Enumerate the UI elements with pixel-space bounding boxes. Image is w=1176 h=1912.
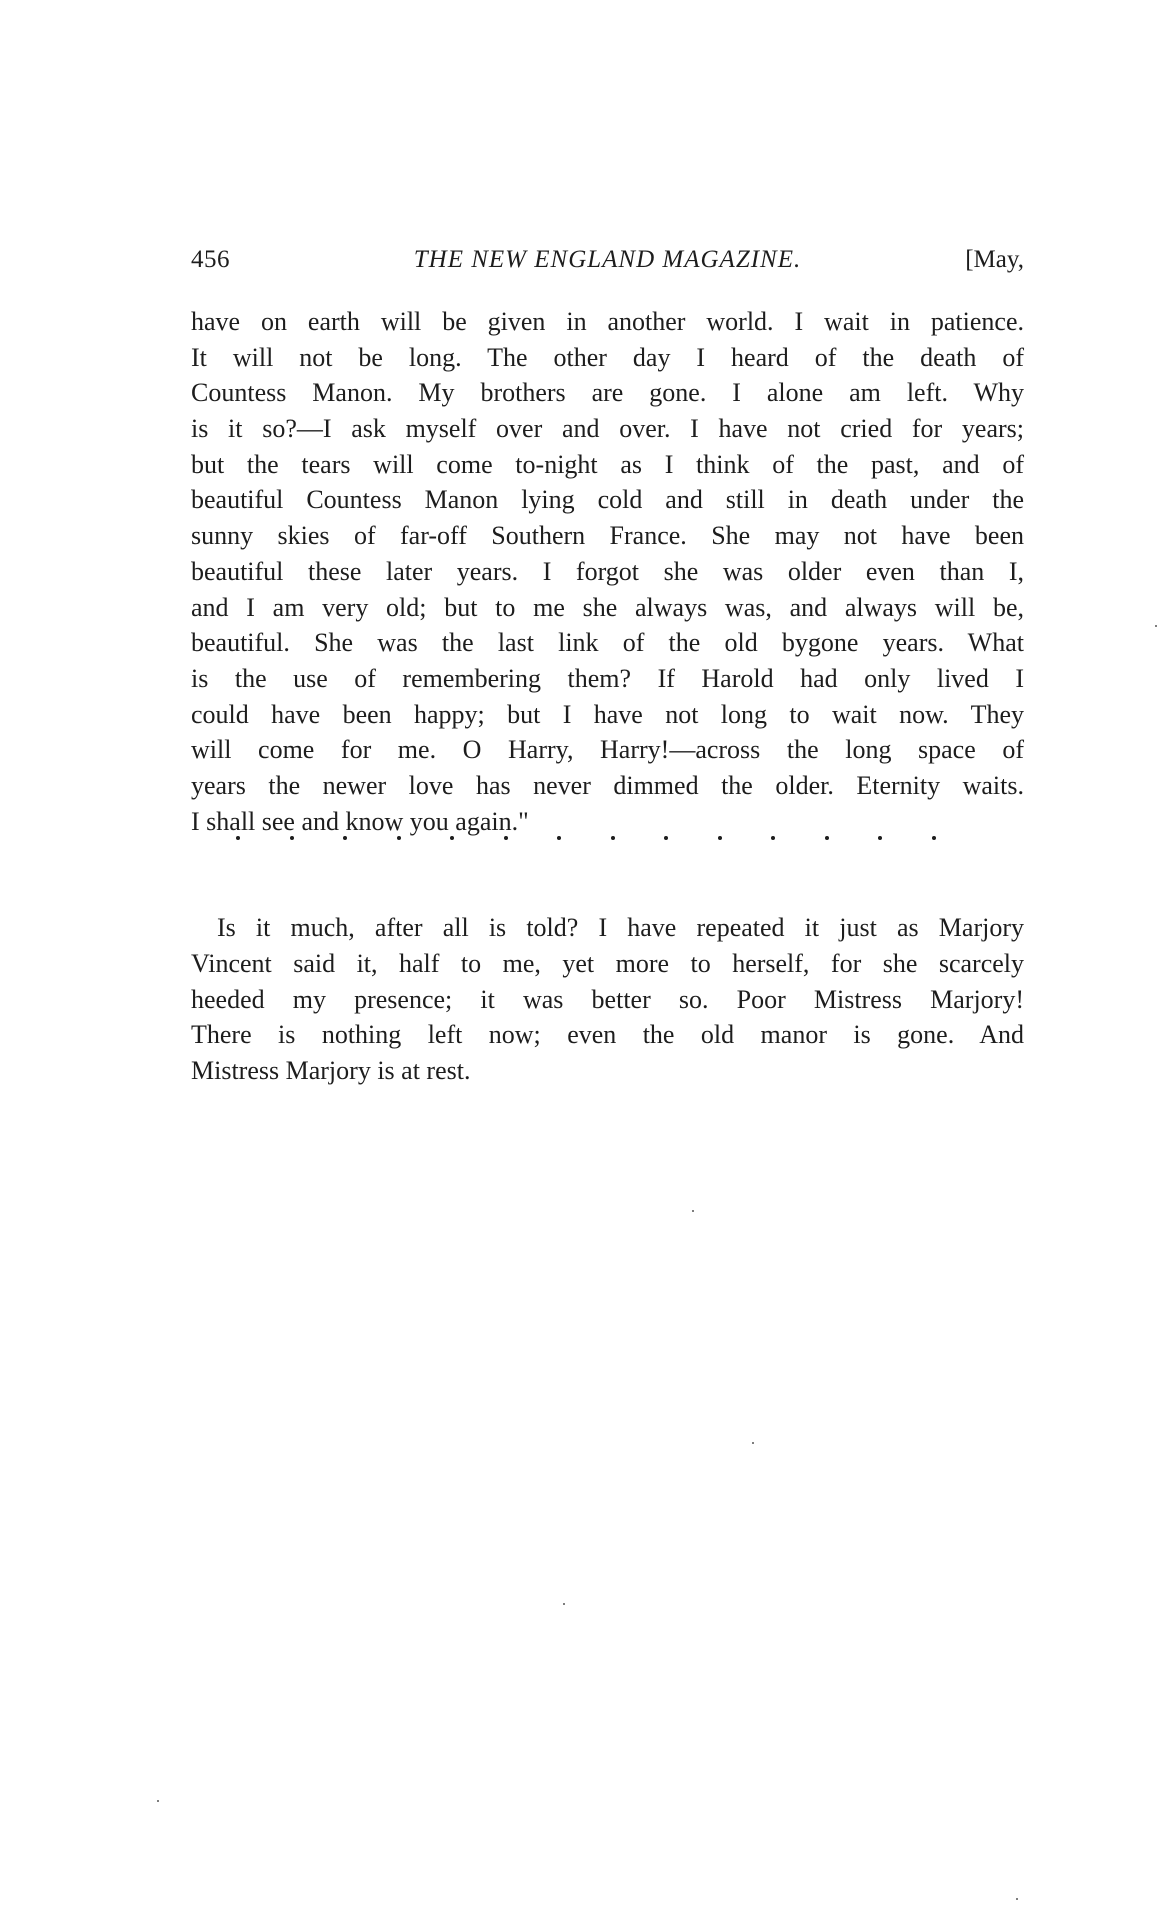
section-break-space bbox=[191, 839, 1024, 910]
text-line: have on earth will be given in another world. I wait in patience. bbox=[191, 307, 1024, 336]
text-line: beautiful these later years. I forgot she was older even than I, bbox=[191, 556, 1024, 586]
text-line: heeded my presence; it was better so. Poor Mistress Marjory! bbox=[191, 984, 1024, 1014]
text-line: years the newer love has never dimmed the older. Eternity waits. bbox=[191, 770, 1024, 800]
separator-dot bbox=[557, 836, 561, 840]
text-line: Mistress Marjory is at rest. bbox=[191, 1056, 471, 1086]
text-line: Vincent said it, half to me, yet more to herself, for she scarcely bbox=[191, 949, 1024, 978]
section-separator-dots bbox=[236, 836, 936, 840]
separator-dot bbox=[397, 836, 401, 840]
separator-dot bbox=[504, 836, 508, 840]
separator-dot bbox=[290, 836, 294, 840]
text-line: but the tears will come to-night as I think of the past, and of bbox=[191, 449, 1024, 479]
text-line: There is nothing left now; even the old manor is gone. And bbox=[191, 1020, 1024, 1050]
scan-speck bbox=[752, 1442, 754, 1444]
text-line: Is it much, after all is told? I have repeated it just as Marjory bbox=[217, 913, 1024, 943]
page-number: 456 bbox=[191, 246, 230, 273]
separator-dot bbox=[878, 836, 882, 840]
issue-month: [May, bbox=[965, 246, 1024, 273]
paragraph-closing bbox=[191, 910, 1024, 1088]
scan-speck bbox=[692, 1210, 694, 1212]
separator-dot bbox=[450, 836, 454, 840]
text-line: It will not be long. The other day I heard of the death of bbox=[191, 342, 1024, 372]
text-line: will come for me. O Harry, Harry!—across the long space of bbox=[191, 735, 1024, 765]
scan-speck bbox=[1016, 1898, 1018, 1900]
text-line: Countess Manon. My brothers are gone. I alone am left. Why bbox=[191, 378, 1024, 408]
scan-speck bbox=[1155, 625, 1157, 627]
text-line: and I am very old; but to me she always was, and always will be, bbox=[191, 592, 1024, 622]
paragraph-quote-ending bbox=[191, 304, 1024, 839]
text-line: is the use of remembering them? If Harold had only lived I bbox=[191, 663, 1024, 693]
separator-dot bbox=[236, 836, 240, 840]
scan-speck bbox=[157, 1800, 159, 1802]
text-line: I shall see and know you again." bbox=[191, 806, 529, 836]
text-line: could have been happy; but I have not long to wait now. They bbox=[191, 699, 1024, 729]
separator-dot bbox=[343, 836, 347, 840]
separator-dot bbox=[611, 836, 615, 840]
journal-title: THE NEW ENGLAND MAGAZINE. bbox=[413, 246, 802, 273]
separator-dot bbox=[771, 836, 775, 840]
text-line: beautiful Countess Manon lying cold and still in death under the bbox=[191, 485, 1024, 515]
text-line: beautiful. She was the last link of the old bygone years. What bbox=[191, 628, 1024, 658]
separator-dot bbox=[932, 836, 936, 840]
separator-dot bbox=[718, 836, 722, 840]
scan-speck bbox=[563, 1603, 565, 1605]
text-line: is it so?—I ask myself over and over. I have not cried for years; bbox=[191, 414, 1024, 444]
running-head bbox=[191, 246, 1024, 280]
separator-dot bbox=[825, 836, 829, 840]
article-body bbox=[191, 304, 1024, 1089]
text-line: sunny skies of far-off Southern France. She may not have been bbox=[191, 521, 1024, 551]
separator-dot bbox=[664, 836, 668, 840]
